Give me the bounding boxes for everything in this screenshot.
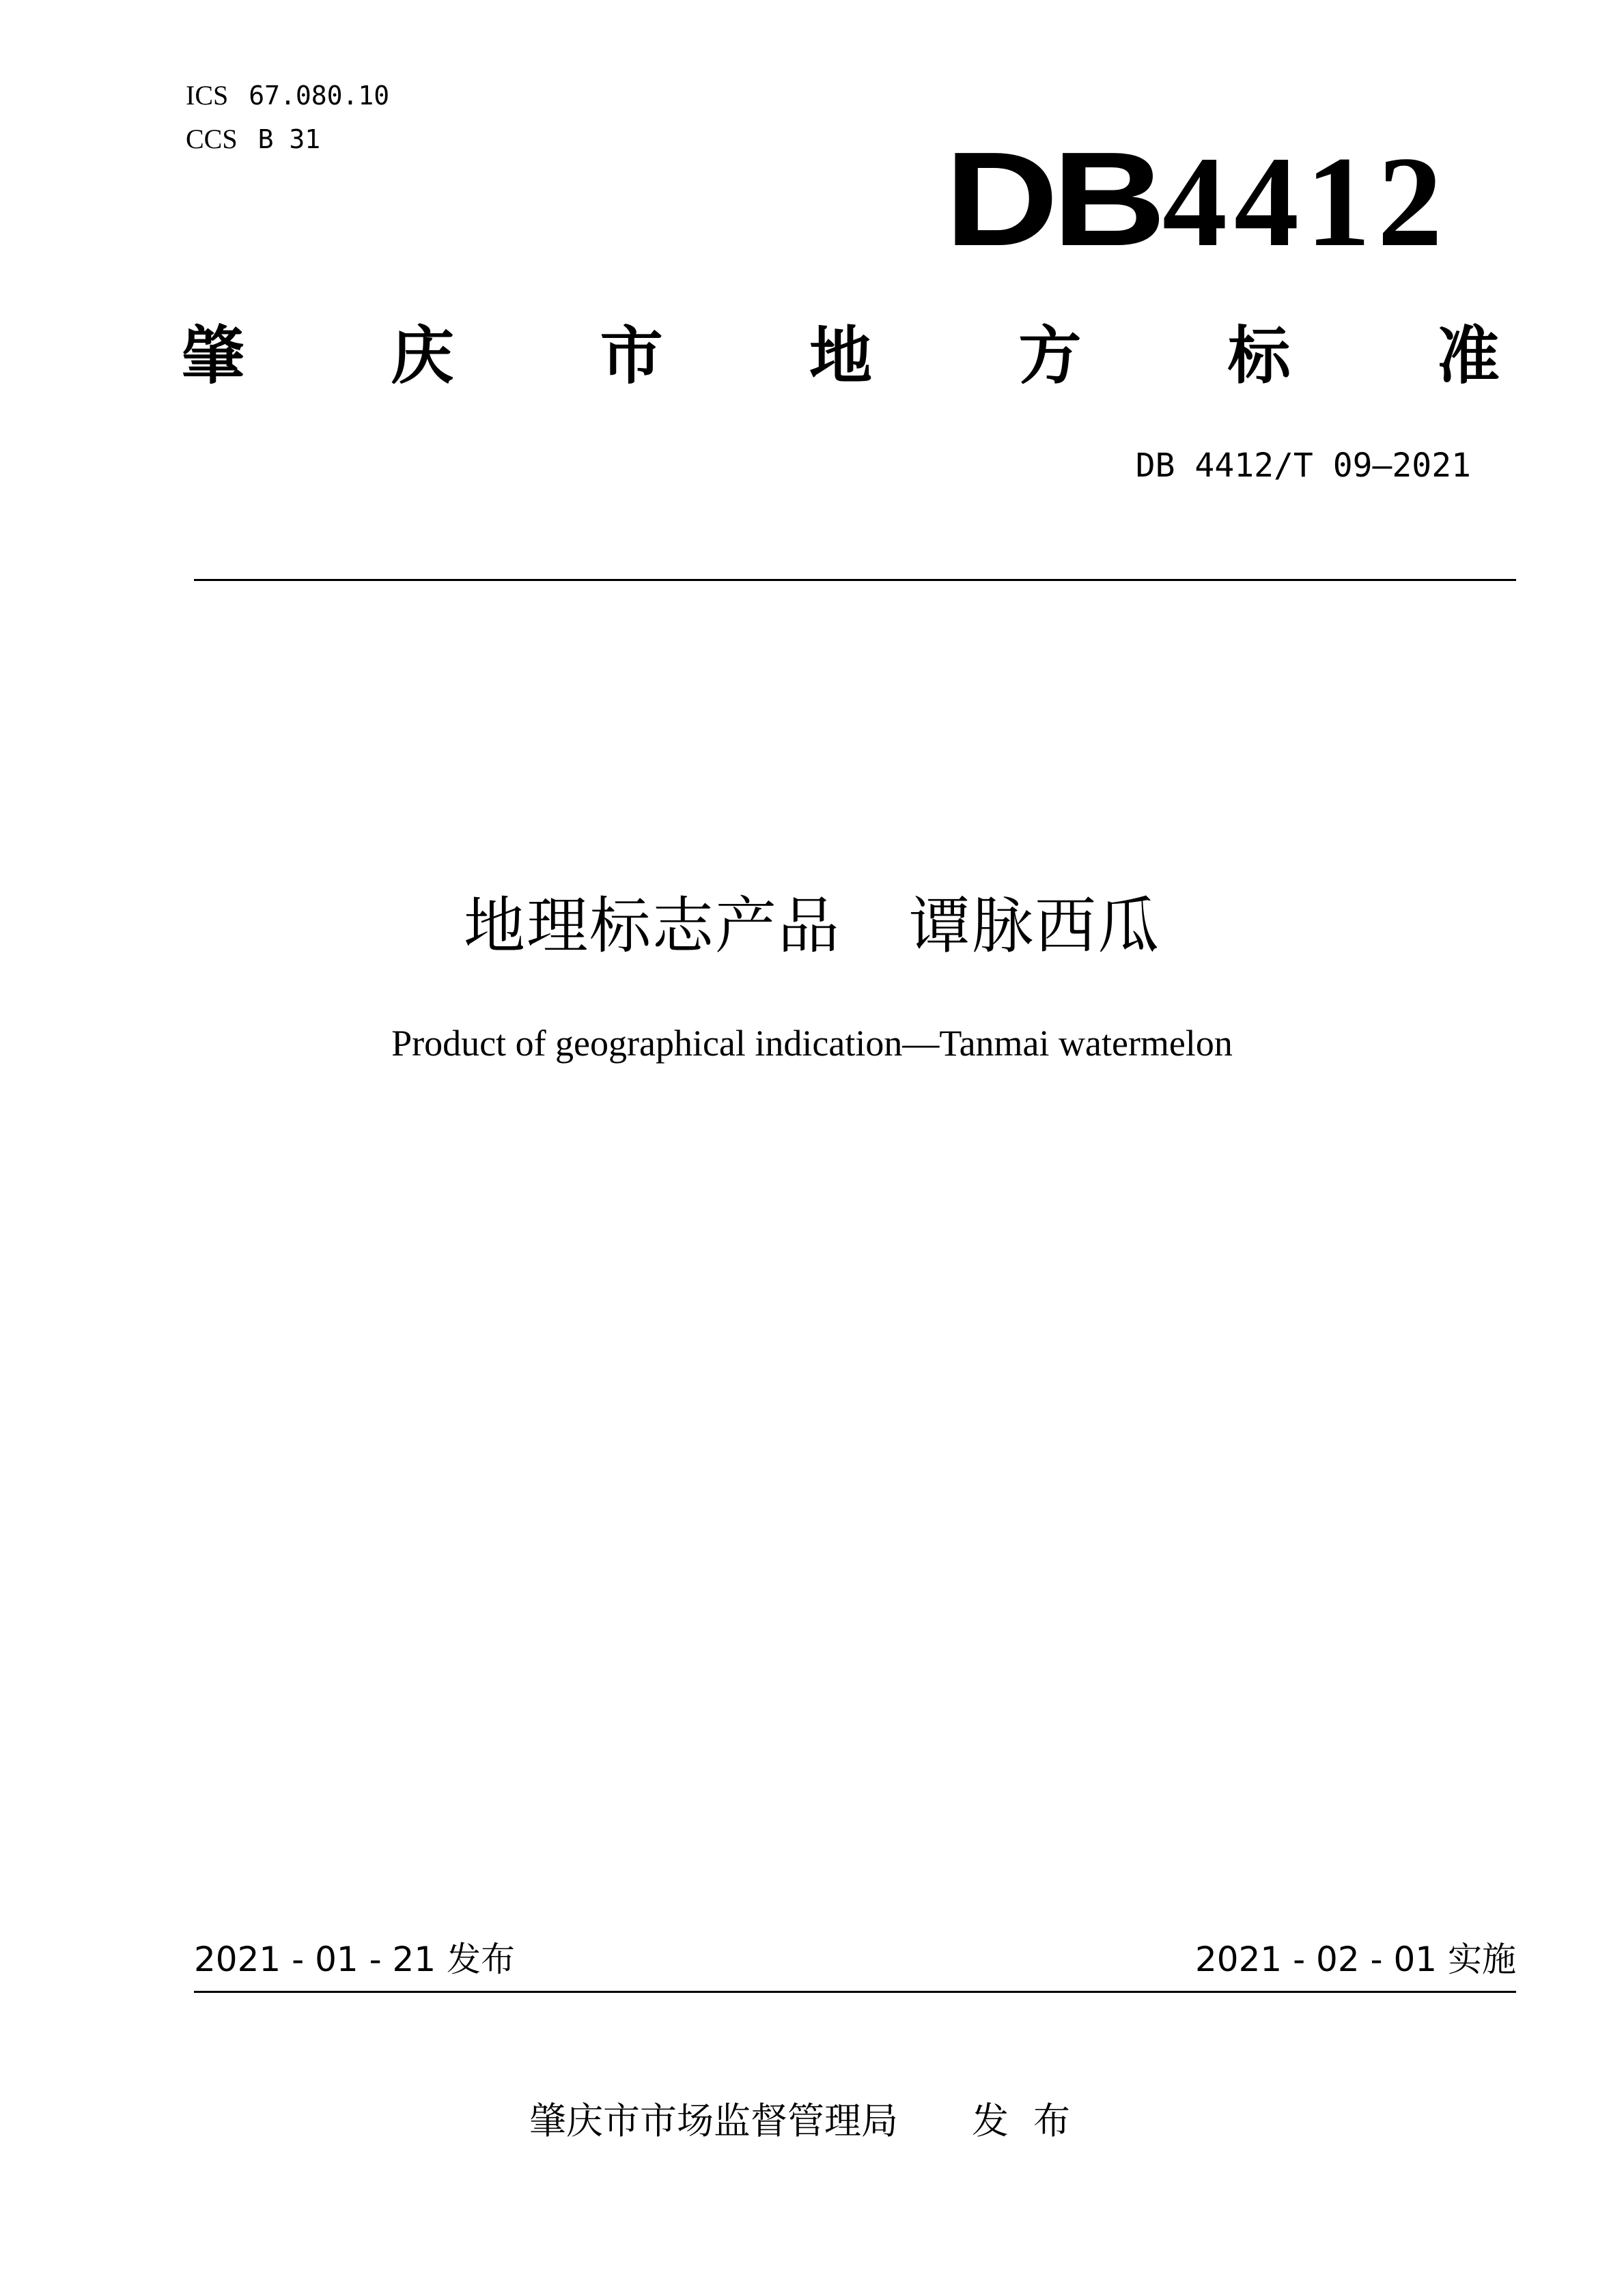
standard-type-heading [182, 315, 1500, 397]
db-logo-code: 4412 [1162, 130, 1449, 274]
document-title-en: Product of geographical indication—Tanmai watermelon [391, 1023, 1233, 1064]
document-title-cn [0, 889, 1624, 964]
implementation-date: 2021 - 02 - 01 实施 [1194, 1940, 1516, 1979]
standard-type-char: 地 [809, 320, 872, 393]
standard-type-char: 市 [600, 320, 663, 393]
standard-type-char: 肇 [182, 320, 245, 393]
standard-type-char: 准 [1436, 320, 1500, 393]
issuer-name: 肇庆市市场监督管理局 [529, 2099, 898, 2142]
issuing-authority [0, 2097, 1624, 2145]
ccs-label: CCS [186, 124, 238, 154]
issuer-action: 发布 [972, 2099, 1095, 2142]
title-cn-sub: 谭脉西瓜 [909, 890, 1160, 962]
standard-type-char: 方 [1018, 320, 1082, 393]
top-divider [194, 579, 1516, 581]
db-logo [944, 124, 1449, 274]
standard-type-char: 庆 [391, 320, 454, 393]
db-logo-prefix: DB [944, 124, 1160, 274]
bottom-divider [194, 1991, 1516, 1993]
ics-label: ICS [186, 80, 229, 111]
title-cn-main: 地理标志产品 [464, 890, 841, 962]
issue-date: 2021 - 01 - 21 发布 [194, 1940, 516, 1979]
ccs-value: B 31 [257, 124, 321, 154]
standard-number: DB 4412/T 09—2021 [1135, 447, 1471, 485]
ccs-code [186, 124, 320, 154]
standard-type-char: 标 [1227, 320, 1291, 393]
ics-value: 67.080.10 [249, 81, 390, 111]
ics-code [186, 81, 389, 111]
